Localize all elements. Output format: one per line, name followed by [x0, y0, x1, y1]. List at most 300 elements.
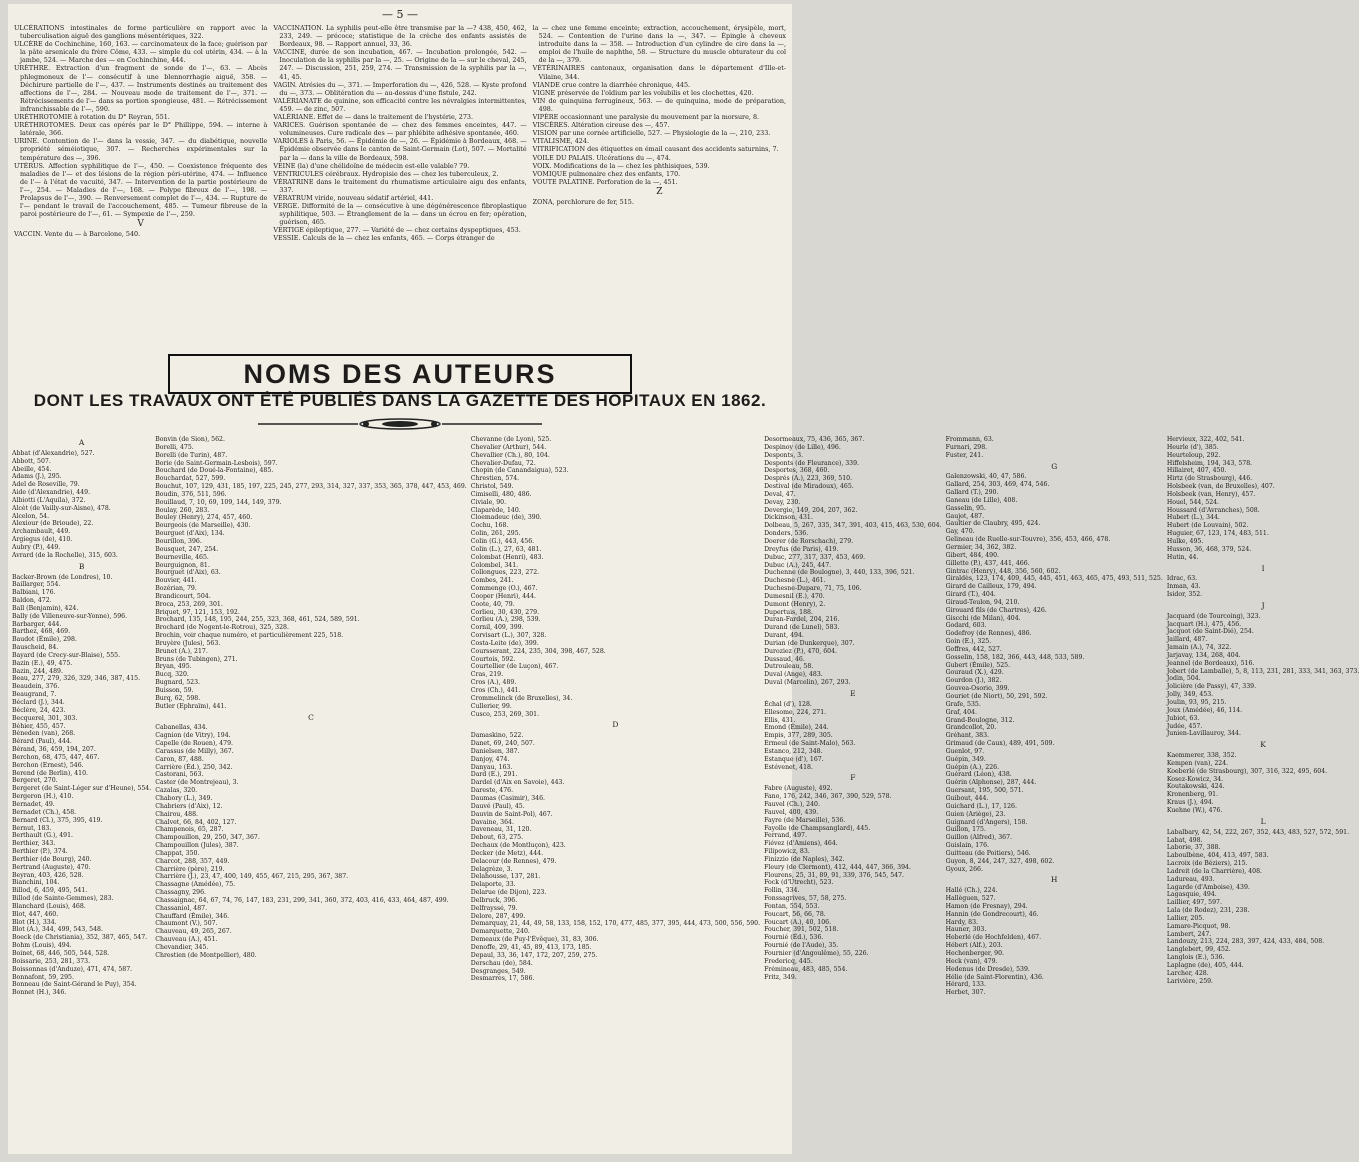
subject-entry: ULCÈRE de Cochinchine, 160, 163. — carcinomateux de la face; guérison par la pâte arsenicale du frère Côme, 433. — simple du col utérin, 434. — à la jambe, 524. — Marche des — en Cochinchine, 444. — [14, 40, 268, 65]
author-entry: Hallé (Ch.), 224. — [945, 887, 998, 895]
author-entry: Filipowicz, 83. — [764, 848, 810, 856]
subject-entry: VOIX. Modifications de la — chez les phthisiques, 539. — [532, 161, 710, 170]
author-entry: Borelli, 475. — [155, 443, 194, 451]
author-entry: Fock (d'Utrecht), 523. — [764, 879, 834, 887]
author-entry: Desponts (de Fleurance), 339. — [764, 459, 859, 467]
author-entry: Bucq, 320. — [155, 671, 189, 679]
index-letter: I — [1261, 563, 1265, 573]
author-entry: Berthier (de Bourg), 240. — [12, 855, 92, 863]
author-entry: Laboulbène, 404, 413, 497, 583. — [1166, 852, 1269, 860]
author-entry: Fournié (Éd.), 536. — [764, 934, 824, 942]
author-entry: Gourdon (J.), 382. — [945, 677, 1002, 685]
author-entry: Bergeret (de Saint-Léger sur d'Heune), 554. — [12, 785, 152, 793]
author-entry: Bruyère (Jules), 563. — [155, 639, 221, 647]
author-entry: Koutakowski, 424. — [1166, 783, 1225, 791]
author-entry: Berend (de Berlin), 410. — [12, 769, 88, 777]
author-entry: Bergeret, 270. — [12, 777, 58, 785]
author-entry: Danjoy, 474. — [470, 755, 510, 763]
author-entry: Damaskino, 522. — [470, 732, 524, 740]
author-entry: Demeaux (de Puy-l'Évêque), 31, 83, 306. — [470, 936, 599, 944]
author-entry: Butler (Ephraïm), 441. — [155, 702, 227, 710]
author-entry: Junien-Lavillauroy, 344. — [1166, 730, 1241, 738]
author-entry: Fauvel (Ch.), 240. — [764, 800, 820, 808]
author-entry: Bouillaud, 7, 10, 69, 109, 144, 149, 379. — [155, 498, 282, 506]
author-entry: Courtellier (de Luçon), 467. — [470, 663, 559, 671]
banner-subtitle: DONT LES TRAVAUX ONT ÉTÉ PUBLIÉS DANS LA GAZETTE DES HOPITAUX EN 1862. — [33, 391, 767, 410]
index-letter: J — [1261, 600, 1265, 610]
author-entry: Foucart, 56, 66, 78. — [764, 910, 826, 918]
author-entry: Bonvin (de Sion), 562. — [155, 436, 225, 443]
subject-entry: VITRIFICATION des étiquettes en émail causant des accidents saturnins, 7. — [532, 145, 779, 154]
author-entry: Fonssagrives, 57, 58, 275. — [764, 895, 847, 903]
author-entry: Jolly, 349, 453. — [1166, 691, 1214, 699]
author-entry: Donders, 536. — [764, 530, 809, 538]
author-entry: Guillon, 175. — [945, 826, 986, 834]
subject-entry: VOMIQUE pulmonaire chez des enfants, 170. — [532, 169, 681, 178]
author-entry: Cochu, 168. — [470, 522, 509, 530]
author-entry: Colombat (Henri), 483. — [470, 553, 544, 561]
author-entry: Girouard fils (de Chartres), 426. — [945, 606, 1047, 614]
author-entry: Goin (E.), 325. — [945, 638, 992, 646]
author-entry: Isidor, 352. — [1166, 591, 1203, 599]
author-entry: Adams (J.), 295. — [12, 473, 62, 481]
author-entry: Carrière (Éd.), 250, 342. — [155, 763, 233, 771]
author-entry: Hubert (L.), 344. — [1166, 514, 1220, 522]
author-entry: Hiffelsheim, 194, 343, 578. — [1166, 459, 1253, 467]
author-entry: Barthez, 468, 469. — [12, 628, 71, 636]
author-entry: Béclère, 24, 423. — [12, 706, 66, 714]
author-entry: Jacquard (de Tourcoing), 323. — [1166, 612, 1261, 620]
author-entry: Fayolle (de Champsanglard), 445. — [764, 824, 871, 832]
author-entry: Frémineau, 483, 485, 554. — [764, 965, 848, 973]
author-entry: Bérard (Paul), 444. — [12, 738, 72, 746]
author-entry: Dussaud, 46. — [764, 655, 805, 663]
author-entry: Delahousse, 137, 281. — [470, 873, 541, 881]
author-entry: Chauffard (Émile), 346. — [155, 912, 230, 920]
author-entry: Bohm (Louis), 494. — [12, 942, 72, 950]
author-entry: Foucart (A.), 40, 106. — [764, 918, 832, 926]
author-entry: Hedenus (de Dresde), 539. — [945, 965, 1030, 973]
author-entry: Debout, 63, 275. — [470, 834, 524, 842]
subject-entry: VAGIN. Atrésies du —, 371. — Imperforation du —, 426, 528. — Kyste profond du —, 373. — Oblitération du — au-dessus d'une fistule, 242. — [273, 80, 527, 97]
author-entry: Goffres, 442, 527. — [945, 645, 1002, 653]
author-entry: Hutin, 44. — [1166, 553, 1199, 561]
author-entry: Brunet (A.), 217. — [155, 647, 208, 655]
author-entry: Dickinson, 431. — [764, 514, 813, 522]
author-entry: Blanchard (Louis), 468. — [12, 902, 86, 910]
authors-column-6 — [1167, 436, 1359, 1150]
author-entry: Bousquet, 247, 254. — [155, 545, 219, 553]
author-entry: Colin (G.), 443, 456. — [470, 537, 535, 545]
author-entry: Caster (de Montrejeau), 3. — [155, 779, 239, 787]
author-entry: Gillette (P.), 437, 441, 466. — [945, 559, 1030, 567]
authors-column-1 — [12, 436, 151, 1150]
subject-entry: VIGNE préservée de l'oïdium par les volubilis et les clochettes, 420. — [532, 88, 754, 97]
author-entry: Lamare-Picquot, 98. — [1166, 922, 1231, 930]
author-entry: Bourguet (d'Aix), 134. — [155, 530, 225, 538]
author-entry: Husson, 36, 468, 379, 524. — [1166, 545, 1252, 553]
author-entry: Godard, 603. — [945, 622, 987, 630]
subject-entry: VALÉRIANE. Effet de — dans le traitement de l'hystérie, 273. — [273, 113, 474, 122]
author-entry: Frommann, 63. — [945, 436, 994, 443]
subject-entry: VEINE (la) d'une chélidoïne de médecin est-elle valable? 79. — [273, 161, 470, 170]
author-entry: Doerer (de Rorschach), 279. — [764, 537, 854, 545]
author-entry: Girard (T.), 404. — [945, 591, 996, 599]
author-entry: Cazalas, 320. — [155, 787, 198, 795]
author-entry: Decker (de Metz), 444. — [470, 849, 544, 857]
author-entry: Gouraud (X.), 429. — [945, 669, 1004, 677]
author-entry: Ladureau, 493. — [1166, 875, 1215, 883]
author-entry: Capelle (de Rouen), 479. — [155, 740, 233, 748]
author-entry: Guépin, 349. — [945, 755, 986, 763]
subject-entry: VISION par une cornée artificielle, 527. — Physiologie de la —, 210, 233. — [532, 129, 771, 138]
author-entry: Lacroix (de Béziers), 215. — [1166, 860, 1248, 868]
author-entry: Desponts, 3. — [764, 451, 804, 459]
subject-entry: VITALISME, 424. — [532, 137, 589, 146]
author-entry: Cros (Ch.), 441. — [470, 687, 521, 694]
index-letter: K — [1260, 740, 1266, 750]
author-entry: Dreyfus (de Paris), 419. — [764, 545, 839, 553]
author-entry: Albiotti (L'Aquila), 372. — [12, 496, 86, 504]
author-entry: Gintrac (Henry), 448, 356, 560, 602. — [945, 567, 1061, 575]
author-entry: Guignard (d'Angers), 158. — [945, 818, 1028, 826]
author-entry: Corlieu, 30, 430, 279. — [470, 608, 540, 616]
subject-entry: VÉTÉRINAIRES cantonaux, organisation dans le département d'Ille-et-Vilaine, 344. — [532, 64, 786, 81]
author-entry: Landouzy, 213, 224, 283, 397, 424, 433, 484, 508. — [1166, 938, 1325, 946]
author-entry: Guépin (A.), 226. — [945, 763, 1000, 771]
author-entry: Hérard, 133. — [945, 981, 986, 989]
subject-entry: VERTIGE épileptique, 277. — Variété de — chez certains dyspeptiques, 453. — [273, 226, 521, 235]
author-entry: Kaemmerer, 338, 352. — [1166, 752, 1237, 760]
author-entry: Delbruck, 396. — [470, 896, 518, 904]
subject-entry: VOILE DU PALAIS. Ulcérations du —, 474. — [532, 153, 671, 162]
index-letter: F — [850, 773, 856, 783]
author-entry: Delore, 287, 499. — [470, 912, 526, 920]
author-entry: Béhier, 455, 457. — [12, 722, 66, 730]
author-entry: Kronenberg, 91. — [1166, 791, 1219, 799]
author-entry: Estanco, 212, 348. — [764, 747, 823, 755]
author-entry: Heberlé (de Hochfelden), 467. — [945, 934, 1042, 942]
author-entry: Gaujot, 487. — [945, 512, 985, 520]
author-entry: Guyon, 8, 244, 247, 327, 498, 602. — [945, 857, 1055, 865]
author-entry: Chopin (de Canandaigua), 523. — [470, 467, 569, 475]
index-page — [8, 4, 1359, 1154]
subject-entry: VISCÈRES. Altération cireuse des —, 457. — [532, 121, 670, 130]
author-entry: Dauvin de Saint-Pol), 467. — [470, 810, 553, 818]
author-entry: Dupertuis, 188. — [764, 608, 813, 616]
author-entry: Coursserant, 224, 235, 304, 398, 467, 528. — [470, 647, 606, 655]
author-entry: Bazin, 244, 489. — [12, 667, 63, 675]
author-entry: Colin (L.), 27, 63, 481. — [470, 545, 542, 553]
author-entry: Chassagny, 296. — [155, 889, 206, 897]
author-entry: Gosselin, 158, 182, 366, 443, 448, 533, 589. — [945, 653, 1085, 661]
author-entry: Denoffe, 29, 41, 45, 89, 413, 173, 185. — [470, 944, 592, 951]
author-entry: Laplagne (de), 405, 444. — [1166, 962, 1244, 969]
author-entry: Fournié (de l'Aude), 35. — [764, 942, 839, 950]
author-entry: Gubert (Émile), 525. — [945, 661, 1011, 669]
author-entry: Davaine, 364. — [470, 818, 514, 826]
author-entry: Baillarger, 554. — [12, 581, 61, 589]
author-entry: Borelli (de Turin), 487. — [155, 451, 228, 459]
author-entry: Grimaud (de Caux), 489, 491, 509. — [945, 740, 1055, 748]
author-entry: Guibout, 444. — [945, 794, 989, 802]
author-entry: Bouchard (de Doué-la-Fontaine), 485. — [155, 467, 274, 475]
author-entry: Fleury (de Clermont), 412, 444, 447, 366, 394. — [764, 863, 911, 871]
author-entry: Furnari, 298. — [945, 443, 988, 451]
author-entry: Béclard (J.), 344. — [12, 699, 65, 706]
author-entry: Guérin (Alphonse), 287, 444. — [945, 779, 1037, 787]
author-entry: Dubuc, 277, 317, 337, 453, 469. — [764, 553, 866, 561]
author-entry: Backer-Brown (de Londres), 10. — [12, 573, 113, 581]
authors-index — [12, 436, 1359, 1150]
author-entry: Cusco, 253, 269, 301. — [470, 710, 540, 718]
author-entry: Jacquot (de Saint-Dié), 254. — [1166, 628, 1254, 636]
author-entry: Estévenet, 418. — [764, 763, 813, 771]
author-entry: Després (A.), 223, 369, 510. — [764, 475, 853, 483]
subject-entry: VACCIN. Vente du — à Barcelone, 540. — [14, 230, 141, 239]
author-entry: Bruns (de Tubingen), 271. — [155, 655, 238, 663]
banner-title: NOMS DES AUTEURS — [243, 358, 557, 389]
author-entry: Brochard (de Nogent-le-Rotrou), 325, 328. — [155, 624, 289, 632]
author-entry: Ladreit (de la Charrière), 408. — [1166, 867, 1262, 875]
author-entry: Berthier (P.), 374. — [12, 848, 68, 856]
author-entry: Hulke, 495. — [1166, 537, 1204, 545]
author-entry: Hannin (de Gondrecourt), 46. — [945, 910, 1039, 918]
author-entry: Civiale, 90. — [470, 498, 507, 506]
author-entry: Chassaignac, 64, 67, 74, 76, 147, 183, 231, 299, 341, 360, 372, 403, 416, 433, 464, 487, 499. — [155, 896, 449, 904]
author-entry: Danyau, 163. — [470, 763, 513, 771]
author-entry: Collongues, 223, 272. — [470, 569, 540, 577]
author-entry: Cloemadeuc (de), 390. — [470, 514, 542, 522]
author-entry: Devergie, 149, 204, 207, 362. — [764, 506, 858, 514]
author-entry: Chabory (L.), 349. — [155, 794, 213, 802]
author-entry: Billod, 6, 459, 495, 541. — [12, 887, 88, 895]
author-entry: Depaul, 33, 36, 147, 172, 207, 259, 275. — [470, 951, 598, 959]
author-entry: Dumont (Henry), 2. — [764, 600, 826, 608]
author-entry: Duchenne (de Boulogne), 3, 440, 133, 396, 521. — [764, 569, 915, 577]
author-entry: Cullerier, 99. — [470, 702, 512, 710]
author-entry: Chevalier (Arthur), 544. — [470, 443, 547, 451]
author-entry: Giscchi (de Milan), 404. — [945, 614, 1021, 622]
author-entry: Chabriers (d'Aix), 12. — [155, 802, 223, 810]
author-entry: Giraldès, 123, 174, 409, 445, 445, 451, 463, 465, 475, 493, 511, 525. — [945, 575, 1163, 583]
author-entry: Berchon, 68, 475, 447, 467. — [12, 753, 100, 761]
author-entry: Hervieux, 322, 402, 541. — [1166, 436, 1245, 443]
author-entry: Abbat (d'Alexandrie), 527. — [12, 449, 95, 457]
author-entry: Bourillon, 396. — [155, 537, 202, 545]
subject-entry: VIN de quinquina ferrugineux, 563. — de quinquina, mode de préparation, 498. — [532, 96, 786, 113]
subject-entry: ULCÉRATIONS intestinales de forme particulière en rapport avec la tuberculisation aiguë des ganglions mésentériques, 322. — [14, 24, 268, 41]
author-entry: Chairou, 488. — [155, 810, 198, 818]
author-entry: Girard de Cailleux, 179, 494. — [945, 583, 1037, 591]
author-entry: Bertrand (Auguste), 470. — [12, 863, 91, 871]
author-entry: Ferrand, 497. — [764, 832, 807, 840]
section-letter: V — [137, 219, 144, 230]
author-entry: Guichard (L.), 17, 126. — [945, 802, 1017, 810]
author-entry: Dumesnil (E.), 470. — [764, 592, 825, 600]
author-entry: Bazin (E.), 49, 475. — [12, 659, 73, 667]
author-entry: Gelineau (de Ruelle-sur-Touvre), 356, 453, 466, 478. — [945, 536, 1111, 544]
author-entry: Fuster, 241. — [945, 451, 984, 459]
author-entry: Germier, 34, 362, 382. — [945, 543, 1017, 551]
author-entry: Broca, 253, 269, 301. — [155, 600, 223, 608]
author-entry: Kosez-Kowicz, 34. — [1166, 775, 1224, 783]
author-entry: Houssard (d'Avranches), 508. — [1166, 506, 1260, 514]
author-entry: Duchesne-Dupare, 71, 75, 106. — [764, 585, 862, 593]
author-entry: Brochin, voir chaque numéro, et particulièrement 225, 518. — [155, 632, 344, 640]
author-entry: Adel de Roseville, 79. — [12, 481, 80, 489]
author-entry: Argiegus (de), 410. — [12, 536, 73, 544]
subject-entry: VACCINATION. La syphilis peut-elle être transmise par la —? 438, 450, 462, 233, 249. — précoce; statistique de la crèche des enfants assistés de Bordeaux, 98. — Rapport annuel, 33, 36. — [273, 24, 527, 49]
author-entry: Colin, 261, 295. — [470, 530, 521, 538]
author-entry: Hubert (de Louvain), 502. — [1166, 522, 1249, 530]
subject-entry: la — chez une femme enceinte; extraction, accouchement, érysipèle, mort, 524. — Contention de l'urine dans la —, 347. — Épingle à cheveux introduite dans la — 358. — Introduction d'un cylindre de cire dans la —, emploi de l'huile de naphthe, 58. — Structure du muscle obturateur du col de la —, 379. — [532, 24, 786, 65]
author-entry: Larcher, 428. — [1166, 969, 1209, 977]
author-entry: Boulay, 260, 283. — [155, 506, 210, 514]
author-entry: Labalbary, 42, 54, 222, 267, 352, 443, 483, 527, 572, 591. — [1166, 828, 1350, 836]
author-entry: Beau, 277, 279, 326, 329, 346, 387, 415. — [12, 675, 141, 683]
author-entry: Cros (A.), 489. — [470, 679, 517, 687]
author-entry: Heurteloup, 292. — [1166, 451, 1221, 459]
author-entry: Chevanne (de Lyon), 525. — [470, 436, 552, 443]
author-entry: Grafe, 535. — [945, 700, 981, 708]
subject-entry: VIANDE crue contre la diarrhée chronique, 445. — [532, 80, 691, 89]
author-entry: Danielsen, 387. — [470, 747, 520, 755]
ornament-divider — [258, 418, 542, 430]
author-entry: Archambault, 449. — [12, 528, 71, 536]
author-entry: Giraud-Teulon, 94, 210. — [945, 598, 1020, 606]
index-letter: C — [308, 712, 314, 722]
author-entry: Chalvet, 66, 84, 402, 127. — [155, 818, 237, 826]
author-entry: Berthault (G.), 491. — [12, 832, 73, 840]
author-entry: Aubry (P.), 449. — [12, 543, 61, 551]
subject-entry: VARIOLES à Paris, 56. — Épidémie de —, 26. — Épidémie à Bordeaux, 468. — Épidémie observée dans le canton de Saint-Germain (Lot), 507. — Mortalité par la — dans la ville de Bordeaux, 598. — [273, 137, 527, 162]
author-entry: Larivière, 259. — [1166, 977, 1214, 985]
author-entry: Gouriet (de Niort), 50, 291, 592. — [945, 693, 1048, 700]
author-entry: Cabanellas, 434. — [155, 724, 208, 732]
author-entry: Gyoux, 266. — [945, 865, 983, 873]
author-entry: Corvisart (L.), 307, 328. — [470, 632, 547, 640]
author-entry: Bally (de Villeneuve-sur-Yonne), 596. — [12, 612, 128, 620]
index-letter: E — [850, 689, 856, 698]
author-entry: Hechenberger, 90. — [945, 950, 1004, 957]
subject-entry: ZONA, perchlorure de fer, 515. — [532, 197, 634, 206]
author-entry: Hélie (de Saint-Florentin), 436. — [945, 973, 1044, 981]
author-entry: Holsbeek (van, de Bruxelles), 407. — [1166, 483, 1275, 491]
author-entry: Brochard, 135, 148, 195, 244, 255, 323, 368, 461, 524, 589, 591. — [155, 616, 360, 624]
author-entry: Hébert (Alf.), 203. — [945, 942, 1003, 950]
author-entry: Chrestien, 574. — [470, 475, 520, 483]
author-entry: Chevallier (Ch.), 80, 104. — [470, 451, 550, 459]
author-entry: Ball (Benjamin), 424. — [12, 604, 79, 612]
author-entry: Gaultier de Claubry, 495, 424. — [945, 520, 1041, 528]
author-entry: Bauscheid, 84. — [12, 644, 59, 652]
author-entry: Follin, 334. — [764, 887, 800, 895]
author-entry: Desgranges, 549. — [470, 967, 526, 975]
author-entry: Gay, 470. — [945, 528, 975, 536]
author-entry: Blot, 447, 460. — [12, 910, 59, 918]
author-entry: Gasselin, 95. — [945, 504, 986, 512]
author-entry: Bonneau (de Saint-Gérand le Puy), 354. — [12, 981, 137, 989]
author-entry: Briquet, 97, 121, 153, 192. — [155, 608, 240, 616]
author-entry: Joulin, 93, 95, 215. — [1166, 699, 1227, 706]
author-entry: Charcot, 288, 357, 449. — [155, 857, 230, 865]
subject-entry: VIPÈRE occasionnant une paralysie du mouvement par la morsure, 8. — [532, 113, 760, 122]
author-entry: Guislain, 176. — [945, 842, 990, 850]
author-entry: Guenlot, 97. — [945, 747, 985, 755]
section-letter: Z — [656, 186, 663, 197]
author-entry: Fano, 176, 242, 346, 367, 390, 529, 578. — [764, 793, 892, 801]
author-entry: Boissarie, 253, 281, 373. — [12, 957, 91, 965]
author-entry: Ermeul (de Saint-Malo), 563. — [764, 740, 856, 748]
author-entry: Alexiour (de Brioude), 22. — [12, 520, 94, 528]
subject-entry: UTÉRUS. Affection syphilitique de l'—, 450. — Coexistence fréquente des maladies de l'— et des lésions de la région péri-utérine, 474. — Influence de l'— à l'état de vacuité, 347. — Intervention de la partie postérieure de l'—, 254. — Maladies de l'—, 168. — Polype fibreux de l'—, 198. — Prolapsus de l'—, 390. — Renversement complet de l'—, 434. — Rupture de l'— pendant le travail de l'accouchement, 485. — Tumeur fibreuse de la paroi postérieure de l'—, 61. — Sympexie de l'—, 259. — [14, 161, 268, 219]
author-entry: Bourneville, 465. — [155, 553, 209, 561]
author-entry: Castorani, 563. — [155, 771, 204, 779]
author-entry: Dolbeau, 5, 267, 335, 347, 391, 403, 415, 463, 530, 604. — [764, 522, 942, 530]
author-entry: Blot (A.), 344, 499, 543, 548. — [12, 926, 103, 934]
author-entry: Fredericq, 445. — [764, 957, 813, 965]
author-entry: Fayre (de Marseille), 536. — [764, 816, 846, 824]
author-entry: Chevalier-Dufau, 72. — [470, 459, 536, 467]
author-entry: Chappat, 350. — [155, 849, 200, 857]
subject-entry: VOUTE PALATINE. Perforation de la —, 451. — [532, 177, 678, 186]
author-entry: Labat, 498. — [1166, 836, 1203, 844]
author-entry: Billod (de Sainte-Gemmes), 283. — [12, 895, 114, 903]
author-entry: Deval, 47. — [764, 490, 796, 498]
authors-column-5 — [946, 436, 1163, 1150]
author-entry: Graf, 404. — [945, 708, 977, 716]
author-entry: Boissonnas (d'Anduze), 471, 474, 587. — [12, 965, 133, 973]
author-entry: Beaugrand, 7. — [12, 691, 57, 699]
author-entry: Ellesome, 224, 271. — [764, 708, 827, 716]
author-entry: Brandicourt, 504. — [155, 592, 211, 600]
author-entry: Gallard, 254, 303, 469, 474, 546. — [945, 481, 1050, 489]
author-entry: Bonnet (H.), 346. — [12, 989, 67, 997]
author-entry: Guien (Ariège), 23. — [945, 810, 1006, 818]
author-entry: Dardel (d'Aix en Savoie), 443. — [470, 779, 565, 787]
author-entry: Cagnion (de Vitry), 194. — [155, 732, 231, 740]
author-entry: Chauveau (A.), 451. — [155, 936, 218, 944]
author-entry: Fournier (d'Angoulême), 55, 226. — [764, 950, 869, 957]
author-entry: Fiévez (d'Amiens), 464. — [764, 840, 838, 848]
subject-entry: VACCINE, durée de son incubation, 467. — Incubation prolongée, 542. — Inoculation de la syphilis par la —, 25. — Origine de la — sur le cheval, 245, 247. — Discussion, 251, 259, 274. — Transmission de la syphilis par la —, 41, 45. — [273, 48, 527, 81]
author-entry: Joux (Amédée), 46, 114. — [1166, 706, 1243, 714]
author-entry: Gréhant, 383. — [945, 732, 989, 740]
author-entry: Grand-Boulogne, 312. — [945, 716, 1015, 724]
author-entry: Estanque (d'), 167. — [764, 755, 824, 763]
author-entry: Dutrouleau, 58. — [764, 663, 814, 671]
author-entry: Godefroy (de Rennes), 486. — [945, 630, 1032, 638]
author-entry: Béneden (van), 268. — [12, 730, 76, 738]
author-entry: Aide (d'Alexandrie), 449. — [12, 489, 91, 497]
author-entry: Empis, 377, 289, 305. — [764, 732, 833, 740]
author-entry: Bourguignon, 81. — [155, 561, 210, 569]
author-entry: Claparède, 140. — [470, 506, 521, 514]
author-entry: Kempen (van), 224. — [1166, 759, 1229, 767]
author-entry: Bernard (Cl.), 375, 395, 419. — [12, 816, 103, 824]
author-entry: Gallard (T.), 290. — [945, 489, 999, 497]
author-entry: Emond (Émile), 244. — [764, 724, 829, 732]
author-entry: Hauner, 303. — [945, 926, 987, 934]
author-entry: Langlebert, 99, 452. — [1166, 946, 1231, 954]
index-letter: L — [1260, 816, 1266, 826]
index-letter: D — [612, 720, 619, 730]
author-entry: Champouillon (Jules), 387. — [155, 842, 239, 850]
author-entry: Delaporte, 33. — [470, 881, 516, 889]
subject-entry: URINE. Contention de l'— dans la vessie, 347. — du diabétique, nouvelle propriété séméiotique, 307. — Recherches expérimentales sur la température des —, 396. — [14, 137, 268, 162]
subject-entry: URÉTHROTOMES. Deux cas opérés par le D° Phillippe, 594. — interne à latérale, 366. — [14, 121, 268, 138]
